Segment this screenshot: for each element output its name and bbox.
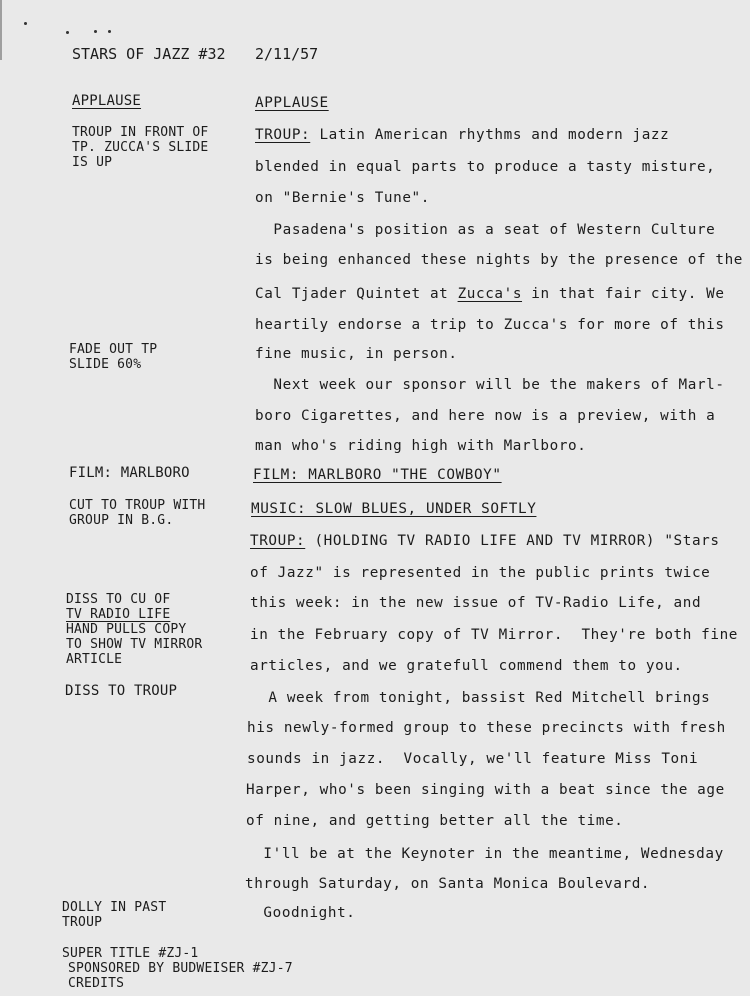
cue-applause: APPLAUSE [72, 93, 142, 109]
script-line: fine music, in person. [255, 346, 458, 362]
script-line: Harper, who's been singing with a beat since the age [246, 782, 725, 798]
script-line: heartily endorse a trip to Zucca's for more of this [255, 317, 725, 333]
venue-name: Zucca's [457, 286, 523, 302]
ink-speck [24, 22, 27, 25]
cue-line: CREDITS [68, 976, 125, 991]
music-cue: MUSIC: SLOW BLUES, UNDER SOFTLY [251, 501, 537, 517]
script-line: I'll be at the Keynoter in the meantime, Wednesday [245, 846, 724, 862]
cue-line: TV RADIO LIFE [66, 607, 171, 622]
ink-speck [94, 30, 97, 33]
speaker-label: TROUP: [255, 127, 311, 143]
script-line: in the February copy of TV Mirror. They're both fine [250, 627, 738, 643]
cue-line: TROUP IN FRONT OF [72, 125, 209, 140]
cue-line: TROUP [62, 915, 103, 930]
cue-line: TO SHOW TV MIRROR [66, 637, 203, 652]
script-line: Goodnight. [245, 905, 356, 921]
cue-line: IS UP [72, 155, 113, 170]
page-edge-mark [0, 0, 2, 60]
cue-line: SPONSORED BY BUDWEISER #ZJ-7 [68, 961, 293, 976]
ink-speck [108, 30, 111, 33]
cue-line: ARTICLE [66, 652, 123, 667]
script-line: TROUP: Latin American rhythms and modern jazz [255, 127, 670, 143]
film-cue: FILM: MARLBORO "THE COWBOY" [253, 467, 502, 483]
cue-line: GROUP IN B.G. [69, 513, 174, 528]
cue-line: SLIDE 60% [69, 357, 142, 372]
script-line: Next week our sponsor will be the makers of Marl- [255, 377, 725, 393]
script-line: is being enhanced these nights by the presence of the [255, 252, 743, 268]
script-line: on "Bernie's Tune". [255, 190, 430, 206]
cue-line: CUT TO TROUP WITH [69, 498, 206, 513]
script-line: of nine, and getting better all the time. [246, 813, 624, 829]
cue-line: TP. ZUCCA'S SLIDE [72, 140, 209, 155]
show-date: 2/11/57 [255, 45, 319, 63]
script-line: boro Cigarettes, and here now is a preview, with a [255, 408, 716, 424]
script-line: through Saturday, on Santa Monica Boulevard. [245, 876, 651, 892]
script-line: man who's riding high with Marlboro. [255, 438, 587, 454]
script-line: Pasadena's position as a seat of Western Culture [255, 222, 716, 238]
script-line: his newly-formed group to these precincts with fresh [247, 720, 726, 736]
speaker-label: TROUP: [250, 533, 306, 549]
script-line: sounds in jazz. Vocally, we'll feature Miss Toni [247, 751, 699, 767]
cue-line: HAND PULLS COPY [66, 622, 187, 637]
cue-line: DOLLY IN PAST [62, 900, 167, 915]
show-title: STARS OF JAZZ #32 [72, 45, 226, 63]
script-line: blended in equal parts to produce a tasty misture, [255, 159, 716, 175]
cue-line: SUPER TITLE #ZJ-1 [62, 946, 199, 961]
cue-line: FILM: MARLBORO [69, 465, 190, 481]
script-line: this week: in the new issue of TV-Radio Life, and [250, 595, 702, 611]
script-applause: APPLAUSE [255, 95, 329, 111]
script-line: TROUP: (HOLDING TV RADIO LIFE AND TV MIRROR) "Stars [250, 533, 720, 549]
script-line: of Jazz" is represented in the public prints twice [250, 565, 711, 581]
cue-line: DISS TO TROUP [65, 683, 178, 699]
cue-line: FADE OUT TP [69, 342, 158, 357]
cue-line: DISS TO CU OF [66, 592, 171, 607]
script-line: Cal Tjader Quintet at Zucca's in that fair city. We [255, 286, 725, 302]
script-line: A week from tonight, bassist Red Mitchell brings [250, 690, 711, 706]
ink-speck [66, 31, 69, 34]
script-line: articles, and we gratefull commend them to you. [250, 658, 683, 674]
